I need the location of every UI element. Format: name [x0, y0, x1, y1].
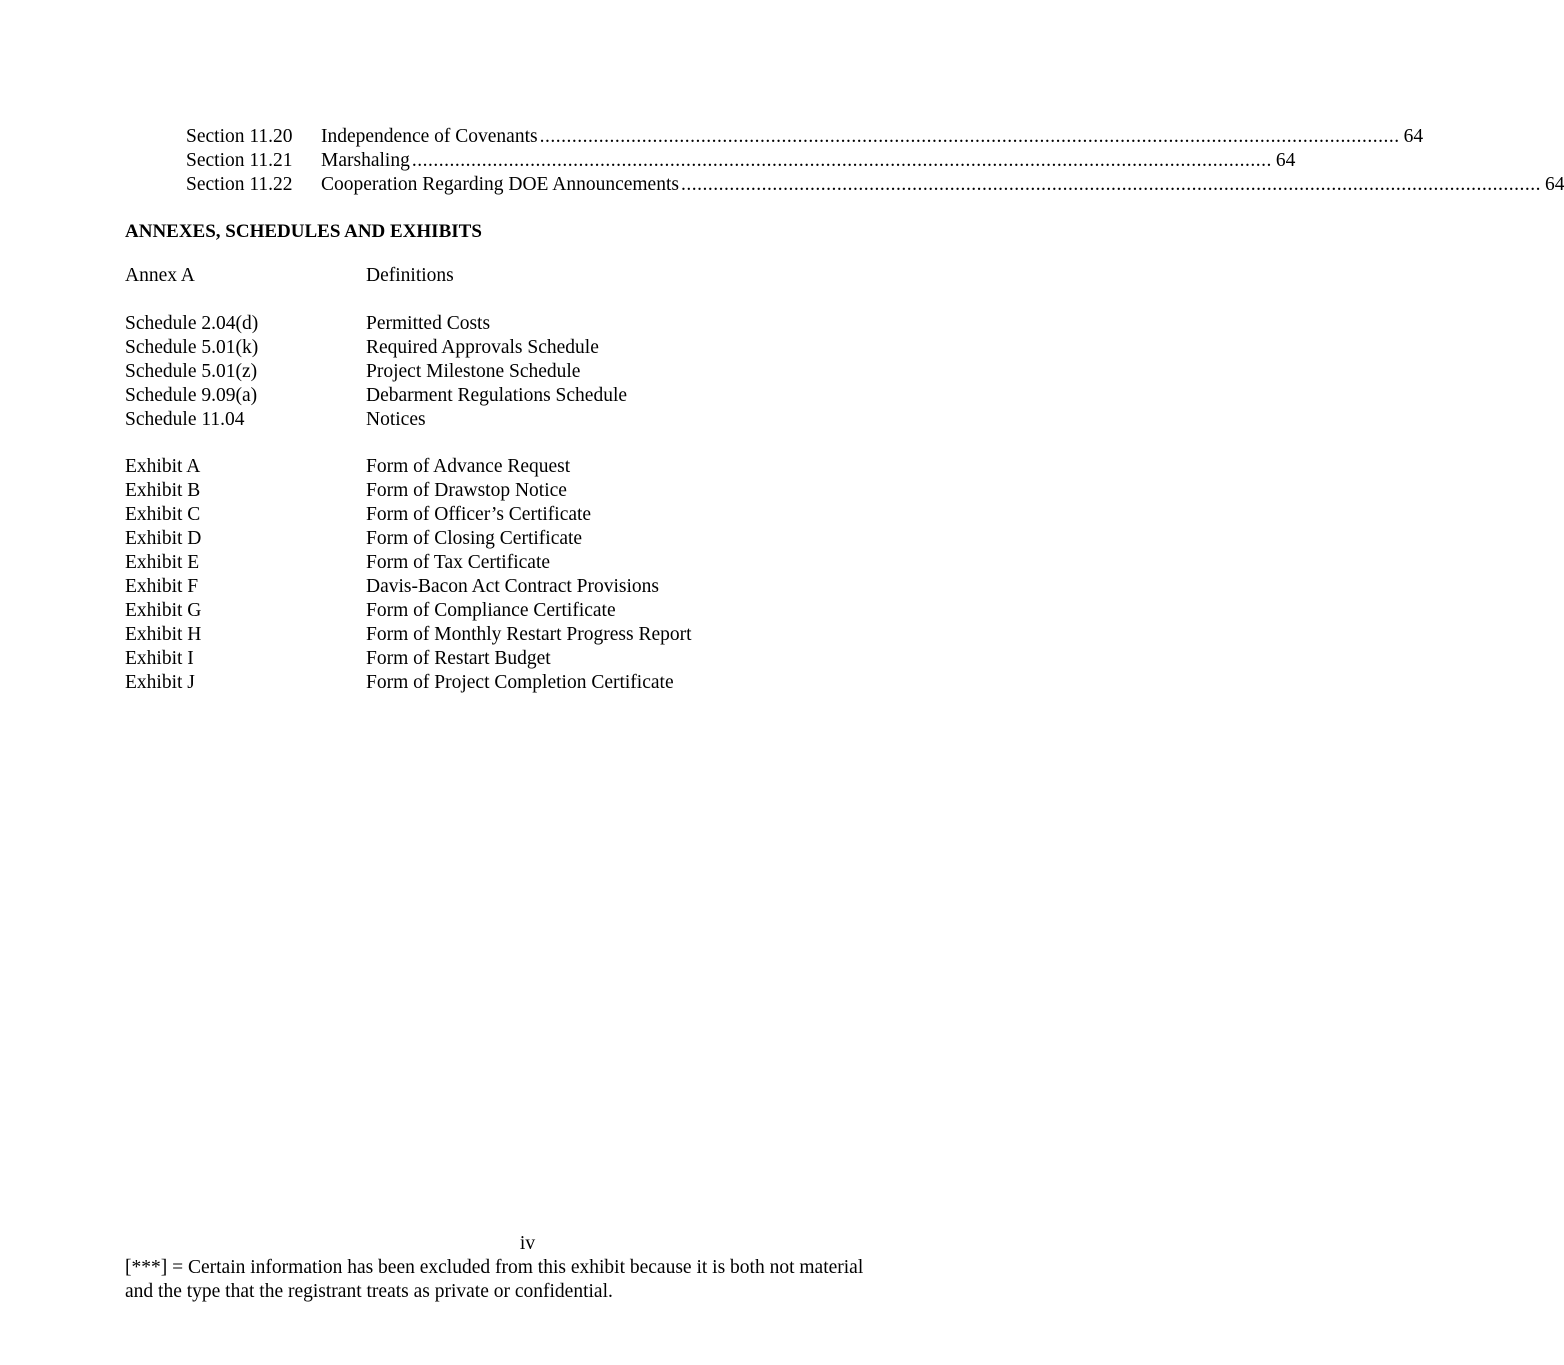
toc-leader-dots: ................................................................................................................................................................: [411, 150, 1272, 171]
list-item: [125, 408, 627, 432]
exhibit-description: Form of Drawstop Notice: [366, 480, 567, 501]
schedule-label: Schedule 11.04: [125, 409, 245, 430]
toc-section-title: Marshaling: [321, 150, 410, 171]
exhibit-description: Form of Tax Certificate: [366, 552, 551, 573]
list-item: [125, 264, 454, 288]
exhibit-list: [125, 455, 692, 695]
list-item: [125, 623, 692, 647]
exhibit-label: Exhibit F: [125, 576, 199, 597]
exhibit-description: Davis-Bacon Act Contract Provisions: [366, 576, 660, 597]
toc-section-number: Section 11.20: [186, 126, 293, 147]
footnote-line: [***] = Certain information has been excluded from this exhibit because it is both not material: [125, 1257, 864, 1278]
exhibit-description: Form of Closing Certificate: [366, 528, 583, 549]
exhibit-label: Exhibit G: [125, 600, 202, 621]
toc-page-number: 64: [1403, 126, 1424, 147]
toc-page-number: 64: [1544, 174, 1564, 195]
page-number: iv: [519, 1233, 536, 1254]
schedule-description: Notices: [366, 409, 426, 430]
list-item: [125, 671, 692, 695]
list-item: [125, 527, 692, 551]
toc-entry[interactable]: [186, 125, 1424, 149]
toc-section-title: Independence of Covenants: [321, 126, 538, 147]
exhibit-label: Exhibit J: [125, 672, 195, 693]
schedule-list: [125, 312, 627, 432]
exhibit-description: Form of Officer’s Certificate: [366, 504, 592, 525]
exhibit-description: Form of Advance Request: [366, 456, 571, 477]
toc-leader-dots: ................................................................................................................................................................: [539, 126, 1400, 147]
schedule-label: Schedule 5.01(z): [125, 361, 258, 382]
schedule-description: Permitted Costs: [366, 313, 491, 334]
table-of-contents: [186, 125, 1564, 197]
exhibit-label: Exhibit E: [125, 552, 200, 573]
list-item: [125, 384, 627, 408]
list-item: [125, 479, 692, 503]
list-item: [125, 360, 627, 384]
exhibit-label: Exhibit H: [125, 624, 202, 645]
list-item: [125, 503, 692, 527]
exhibit-label: Exhibit A: [125, 456, 201, 477]
confidentiality-footnote: [125, 1256, 925, 1304]
toc-entry[interactable]: [186, 173, 1564, 197]
exhibit-description: Form of Project Completion Certificate: [366, 672, 674, 693]
schedule-description: Required Approvals Schedule: [366, 337, 599, 358]
exhibit-label: Exhibit C: [125, 504, 201, 525]
schedule-label: Schedule 9.09(a): [125, 385, 258, 406]
list-item: [125, 312, 627, 336]
schedule-label: Schedule 5.01(k): [125, 337, 259, 358]
list-item: [125, 455, 692, 479]
list-item: [125, 599, 692, 623]
toc-entry[interactable]: [186, 149, 1296, 173]
exhibit-description: Form of Monthly Restart Progress Report: [366, 624, 692, 645]
schedule-label: Schedule 2.04(d): [125, 313, 259, 334]
annex-description: Definitions: [366, 265, 454, 286]
list-item: [125, 551, 692, 575]
list-item: [125, 575, 692, 599]
annex-label: Annex A: [125, 265, 195, 286]
toc-page-number: 64: [1275, 150, 1296, 171]
exhibit-label: Exhibit B: [125, 480, 201, 501]
schedule-description: Debarment Regulations Schedule: [366, 385, 628, 406]
annexes-heading: ANNEXES, SCHEDULES AND EXHIBITS: [125, 221, 482, 242]
toc-section-number: Section 11.22: [186, 174, 293, 195]
exhibit-description: Form of Compliance Certificate: [366, 600, 616, 621]
list-item: [125, 336, 627, 360]
toc-section-number: Section 11.21: [186, 150, 293, 171]
exhibit-label: Exhibit D: [125, 528, 202, 549]
annex-list: [125, 264, 454, 288]
exhibit-label: Exhibit I: [125, 648, 194, 669]
exhibit-description: Form of Restart Budget: [366, 648, 551, 669]
schedule-description: Project Milestone Schedule: [366, 361, 581, 382]
toc-leader-dots: ................................................................................................................................................................: [680, 174, 1541, 195]
footnote-line: and the type that the registrant treats as private or confidential.: [125, 1281, 613, 1302]
list-item: [125, 647, 692, 671]
toc-section-title: Cooperation Regarding DOE Announcements: [321, 174, 679, 195]
